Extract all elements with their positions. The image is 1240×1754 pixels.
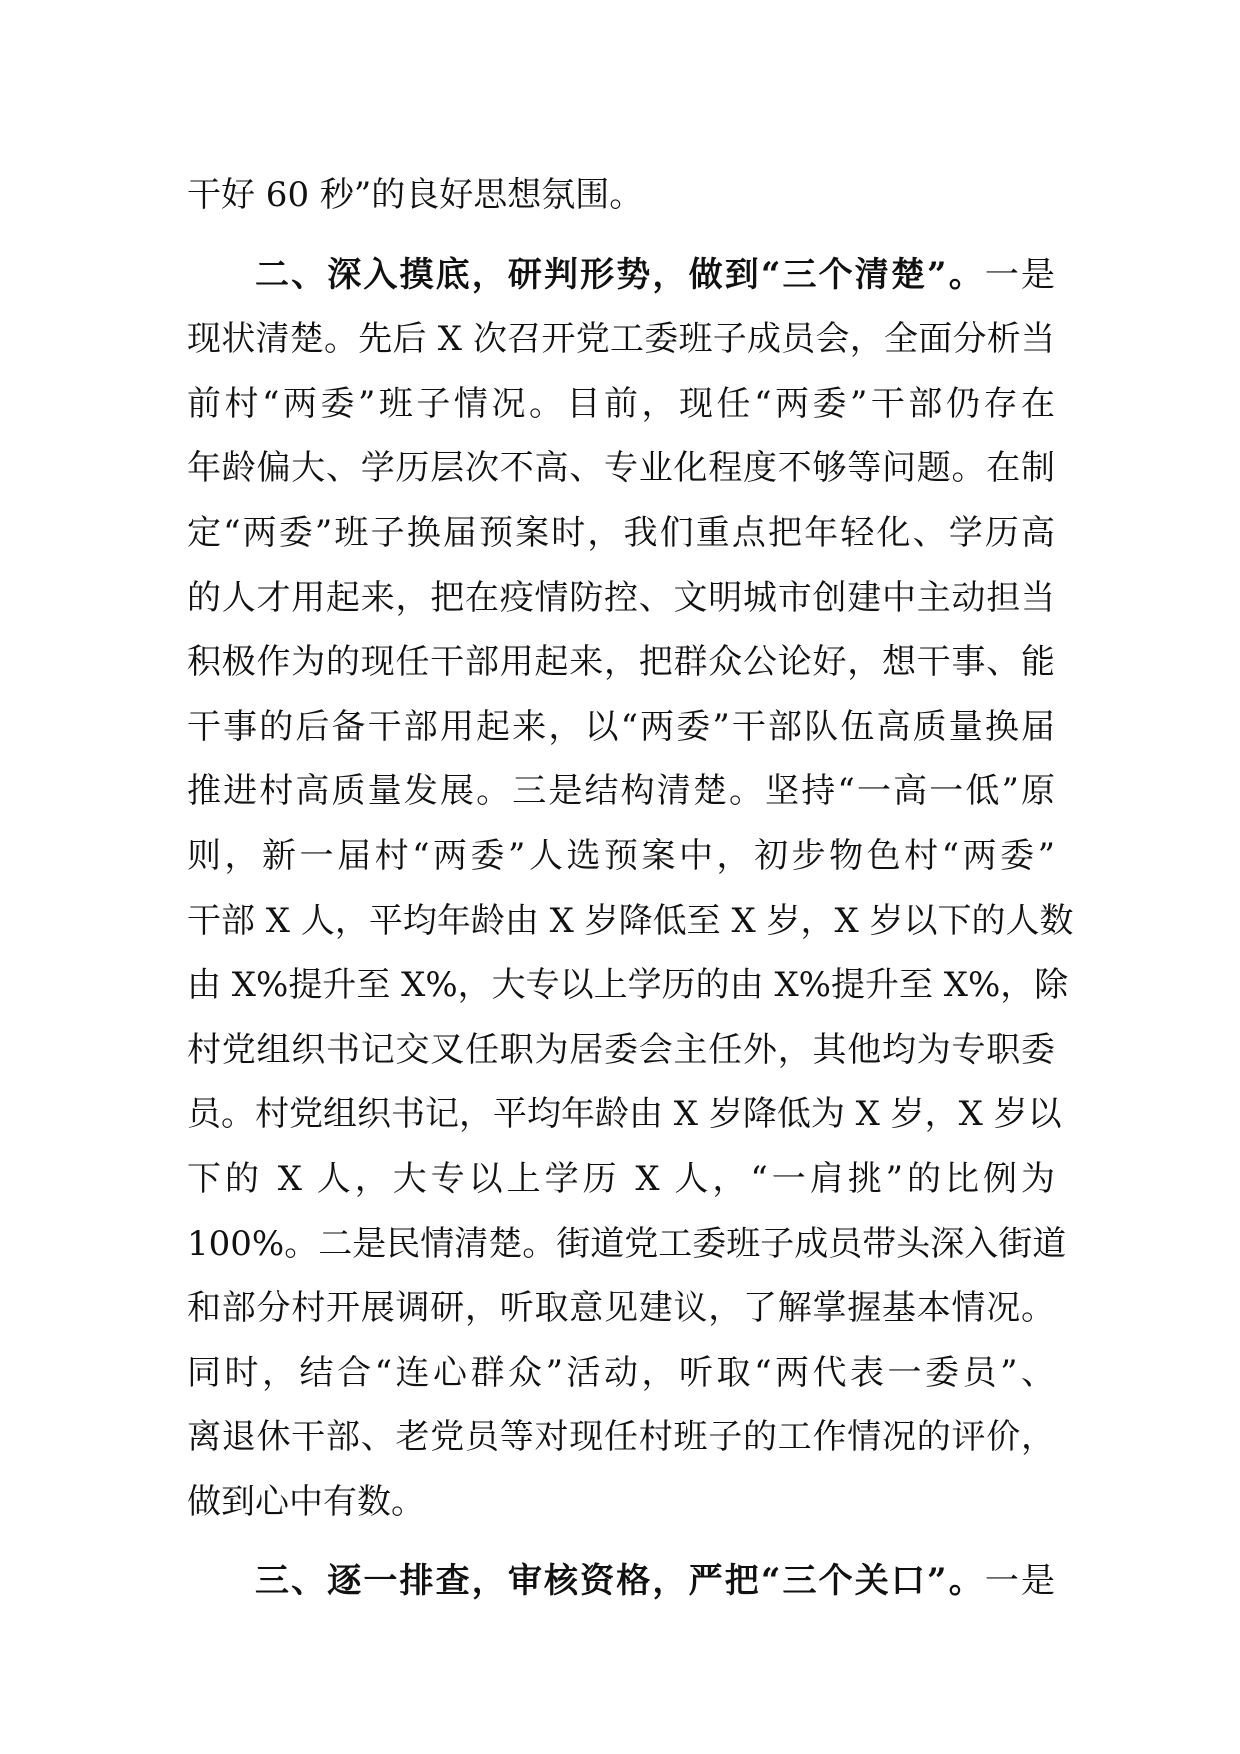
line-text: 积极作为的现任干部用起来，把群众公论好，想干事、能 — [187, 642, 1055, 683]
line-text: 推进村高质量发展。三是结构清楚。坚持“一高一低”原 — [187, 771, 1055, 812]
text-line — [187, 630, 1055, 695]
section-heading-3: 三、逐一排查，审核资格，严把“三个关口”。 — [255, 1561, 985, 1602]
line-text: 村党组织书记交叉任职为居委会主任外，其他均为专职委 — [187, 1029, 1055, 1070]
text-line — [187, 436, 1055, 501]
text-line — [187, 889, 1074, 954]
text-line — [187, 1018, 1055, 1083]
text-line — [187, 307, 1055, 372]
line-text: 定“两委”班子换届预案时，我们重点把年轻化、学历高 — [187, 512, 1055, 553]
text-line — [187, 1470, 1055, 1535]
line-text: 的人才用起来，把在疫情防控、文明城市创建中主动担当 — [187, 577, 1055, 618]
line-text: 干事的后备干部用起来，以“两委”干部队伍高质量换届 — [187, 706, 1055, 747]
line-text: 下的 X 人，大专以上学历 X 人，“一肩挑”的比例为 — [187, 1158, 1055, 1199]
text-line — [187, 566, 1055, 631]
line-text: 由 X%提升至 X%，大专以上学历的由 X%提升至 X%，除 — [187, 965, 1069, 1006]
text-line — [187, 824, 1055, 889]
line-text: 干好 60 秒”的良好思想氛围。 — [187, 175, 644, 215]
line-text: 离退休干部、老党员等对现任村班子的工作情况的评价， — [187, 1417, 1055, 1458]
section-heading-line — [187, 1549, 1055, 1614]
section-heading-line — [187, 243, 1055, 308]
text-line — [187, 695, 1055, 760]
section-heading-2: 二、深入摸底，研判形势，做到“三个清楚”。 — [255, 254, 985, 295]
line-text: 做到心中有数。 — [187, 1481, 425, 1522]
line-text: 则，新一届村“两委”人选预案中，初步物色村“两委” — [187, 835, 1055, 876]
line-text: 前村“两委”班子情况。目前，现任“两委”干部仍存在 — [187, 383, 1055, 424]
text-line — [187, 759, 1055, 824]
body-text — [187, 163, 1074, 1614]
text-line — [187, 372, 1055, 437]
line-text: 现状清楚。先后 X 次召开党工委班子成员会，全面分析当 — [187, 319, 1055, 360]
text-line — [187, 1147, 1055, 1212]
line-text: 员。村党组织书记，平均年龄由 X 岁降低为 X 岁，X 岁以 — [187, 1094, 1062, 1135]
line-text: 同时，结合“连心群众”活动，听取“两代表一委员”、 — [187, 1352, 1055, 1393]
text-line — [187, 1212, 1067, 1277]
line-text: 一是 — [984, 1561, 1055, 1602]
text-line — [187, 953, 1069, 1018]
line-text: 干部 X 人，平均年龄由 X 岁降低至 X 岁，X 岁以下的人数 — [187, 900, 1074, 941]
text-line — [187, 1405, 1055, 1470]
text-line — [187, 1082, 1062, 1147]
line-text: 一是 — [984, 254, 1055, 295]
text-line — [187, 1276, 1055, 1341]
text-line — [187, 501, 1055, 566]
text-line — [187, 1341, 1055, 1406]
text-line — [187, 163, 1055, 228]
line-text: 年龄偏大、学历层次不高、专业化程度不够等问题。在制 — [187, 448, 1055, 489]
line-text: 和部分村开展调研，听取意见建议，了解掌握基本情况。 — [187, 1288, 1055, 1329]
line-text: 100%。二是民情清楚。街道党工委班子成员带头深入街道 — [187, 1223, 1067, 1264]
